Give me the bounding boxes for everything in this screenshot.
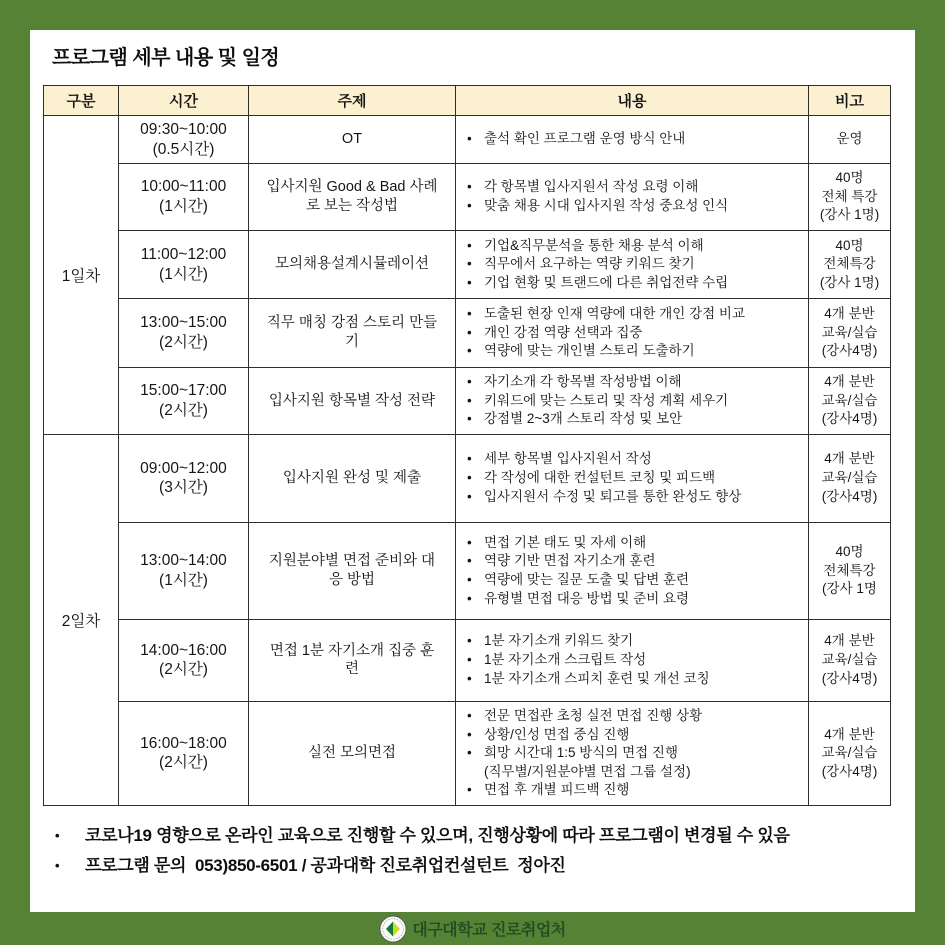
column-header-0: 구분 <box>44 86 119 116</box>
content-line <box>467 726 802 745</box>
bullet-marker: • <box>467 470 472 486</box>
content-text: 도출된 현장 인재 역량에 대한 개인 강점 비교 <box>484 306 745 322</box>
content-line <box>467 469 802 488</box>
bullet-marker: • <box>467 534 472 550</box>
table-row <box>44 231 891 299</box>
footer-logo-text: 대구대학교 진로취업처 <box>412 922 566 939</box>
bullet-marker: • <box>467 451 472 467</box>
note-cell <box>809 434 891 522</box>
content-line <box>467 534 802 553</box>
page-title: 프로그램 세부 내용 및 일정 <box>52 47 280 69</box>
note-line: 운영 <box>836 131 863 147</box>
content-text: 희망 시간대 1:5 방식의 면접 진행 <box>484 745 679 761</box>
content-cell <box>456 522 809 619</box>
table-row <box>44 701 891 805</box>
time-cell <box>119 701 249 805</box>
table-row <box>44 164 891 231</box>
content-line <box>467 305 802 324</box>
note-line: 4개 분반 <box>824 633 875 649</box>
content-line <box>467 373 802 392</box>
bullet-marker: • <box>467 411 472 427</box>
content-text: 키워드에 맞는 스토리 및 작성 계획 세우기 <box>484 392 729 408</box>
table-row <box>44 522 891 619</box>
time-line: 09:00~12:00 <box>140 459 227 477</box>
note-line: (강사4명) <box>821 488 878 504</box>
content-text: 기업&직무분석을 통한 채용 분석 이해 <box>484 237 704 253</box>
topic-cell: 입사지원 완성 및 제출 <box>249 434 456 522</box>
content-line <box>467 255 802 274</box>
column-header-3: 내용 <box>456 86 809 116</box>
bullet-marker: • <box>467 256 472 272</box>
bullet-marker: • <box>467 374 472 389</box>
content-cell <box>456 116 809 164</box>
time-line: 15:00~17:00 <box>140 382 227 400</box>
content-text: 세부 항목별 입사지원서 작성 <box>484 451 652 467</box>
topic-cell: 지원분야별 면접 준비와 대응 방법 <box>249 522 456 619</box>
bullet-marker: • <box>467 707 472 723</box>
program-schedule-table <box>43 85 891 806</box>
time-line: 13:00~15:00 <box>140 314 227 332</box>
time-line: 14:00~16:00 <box>140 641 227 659</box>
content-text: 입사지원서 수정 및 퇴고를 통한 완성도 향상 <box>484 488 742 504</box>
content-line <box>467 552 802 571</box>
content-text: 출석 확인 프로그램 운영 방식 안내 <box>484 131 686 147</box>
content-line <box>467 410 802 429</box>
content-text: 유형별 면접 대응 방법 및 준비 요령 <box>484 590 690 606</box>
footnote-item <box>55 851 895 881</box>
bullet-marker: • <box>467 343 472 359</box>
note-line: (강사4명) <box>821 763 878 779</box>
note-line: 전체특강 <box>823 256 876 272</box>
content-line <box>467 237 802 256</box>
note-line: 40명 <box>835 170 864 186</box>
bullet-marker: • <box>467 179 472 195</box>
note-line: 전체특강 <box>823 562 876 578</box>
content-text: 자기소개 각 항목별 작성방법 이해 <box>484 374 682 389</box>
content-cell <box>456 701 809 805</box>
bullet-marker: • <box>467 237 472 253</box>
time-line: (1시간) <box>159 265 208 283</box>
topic-cell: OT <box>249 116 456 164</box>
content-line <box>467 632 802 651</box>
table-header <box>44 86 891 116</box>
note-cell <box>809 231 891 299</box>
day-label-cell: 1일차 <box>44 116 119 435</box>
topic-cell: 입사지원 Good & Bad 사례로 보는 작성법 <box>249 164 456 231</box>
time-cell <box>119 299 249 368</box>
content-text: 직무에서 요구하는 역량 키워드 찾기 <box>484 256 695 272</box>
note-line: 4개 분반 <box>824 726 875 742</box>
content-text: 전문 면접관 초청 실전 면접 진행 상황 <box>484 707 703 723</box>
content-line <box>467 342 802 361</box>
note-cell <box>809 522 891 619</box>
bullet-marker: • <box>467 324 472 340</box>
footnote-text: 코로나19 영향으로 온라인 교육으로 진행할 수 있으며, 진행상황에 따라 프로그램이 변경될 수 있음 <box>85 826 790 845</box>
bullet-marker: • <box>467 652 472 668</box>
note-line: 교육/실습 <box>821 324 878 340</box>
time-cell <box>119 619 249 701</box>
footnote-list <box>55 821 895 881</box>
note-cell <box>809 701 891 805</box>
content-line <box>467 781 802 800</box>
content-line <box>467 590 802 609</box>
topic-cell: 면접 1분 자기소개 집중 훈련 <box>249 619 456 701</box>
content-text: 개인 강점 역량 선택과 집중 <box>484 324 643 340</box>
topic-cell: 실전 모의면접 <box>249 701 456 805</box>
note-line: (강사 1명 <box>822 581 877 597</box>
content-line <box>467 450 802 469</box>
footer-band <box>0 912 945 945</box>
time-cell <box>119 231 249 299</box>
note-cell <box>809 299 891 368</box>
table-row <box>44 368 891 435</box>
note-line: (강사 1명) <box>819 207 880 223</box>
content-text: 역량 기반 면접 자기소개 훈련 <box>484 553 656 569</box>
content-text: 맞춤 채용 시대 입사지원 작성 중요성 인식 <box>484 198 729 213</box>
table-row <box>44 299 891 368</box>
bullet-marker: • <box>467 782 472 798</box>
column-header-1: 시간 <box>119 86 249 116</box>
footnote-bullet-marker: • <box>55 858 60 873</box>
note-line: 4개 분반 <box>824 374 875 389</box>
content-cell <box>456 299 809 368</box>
bullet-marker: • <box>467 306 472 322</box>
content-text: 각 항목별 입사지원서 작성 요령 이해 <box>484 179 699 195</box>
time-cell <box>119 522 249 619</box>
content-line <box>467 197 802 216</box>
time-line: (0.5시간) <box>152 140 215 158</box>
topic-cell: 입사지원 항목별 작성 전략 <box>249 368 456 435</box>
content-cell <box>456 434 809 522</box>
university-seal-icon <box>379 915 407 943</box>
time-cell <box>119 368 249 435</box>
column-header-2: 주제 <box>249 86 456 116</box>
time-line: 13:00~14:00 <box>140 552 227 570</box>
time-line: (2시간) <box>159 401 208 419</box>
content-line <box>467 651 802 670</box>
time-line: (1시간) <box>159 198 208 215</box>
time-line: (2시간) <box>159 661 208 679</box>
note-line: (강사 1명) <box>819 274 880 290</box>
content-line <box>467 274 802 293</box>
content-cell <box>456 619 809 701</box>
content-line <box>467 571 802 590</box>
content-line <box>467 488 802 507</box>
content-text: 기업 현황 및 트랜드에 다른 취업전략 수립 <box>484 274 729 290</box>
topic-cell: 모의채용설계시뮬레이션 <box>249 231 456 299</box>
time-line: (3시간) <box>159 479 208 497</box>
content-line <box>467 670 802 689</box>
content-cell <box>456 368 809 435</box>
bullet-marker: • <box>467 571 472 587</box>
content-text: 1분 자기소개 스크립트 작성 <box>484 652 647 668</box>
content-text: 면접 기본 태도 및 자세 이해 <box>484 534 647 550</box>
time-line: (2시간) <box>159 754 208 772</box>
time-cell <box>119 434 249 522</box>
note-line: 40명 <box>835 543 864 559</box>
content-line <box>467 744 802 763</box>
note-line: (강사4명) <box>821 343 878 359</box>
content-text: (직무별/지원분야별 면접 그룹 설정) <box>484 763 691 779</box>
note-line: 4개 분반 <box>824 451 875 467</box>
content-text: 1분 자기소개 키워드 찾기 <box>484 633 634 649</box>
bullet-marker: • <box>467 726 472 742</box>
note-line: 교육/실습 <box>821 392 878 408</box>
content-text: 상황/인성 면접 중심 진행 <box>484 726 630 742</box>
note-line: (강사4명) <box>821 411 878 427</box>
time-cell <box>119 164 249 231</box>
topic-cell: 직무 매칭 강점 스토리 만들기 <box>249 299 456 368</box>
content-text: 면접 후 개별 피드백 진행 <box>484 782 630 798</box>
note-line: 4개 분반 <box>824 306 875 322</box>
bullet-marker: • <box>467 488 472 504</box>
bullet-marker <box>467 763 484 782</box>
content-line <box>467 763 802 782</box>
note-cell <box>809 164 891 231</box>
content-line <box>467 392 802 411</box>
bullet-marker: • <box>467 553 472 569</box>
table-row <box>44 434 891 522</box>
content-text: 역량에 맞는 질문 도출 및 답변 훈련 <box>484 571 690 587</box>
note-line: 전체 특강 <box>821 188 878 204</box>
content-text: 각 작성에 대한 컨설턴트 코칭 및 피드백 <box>484 470 716 486</box>
note-cell <box>809 368 891 435</box>
note-cell <box>809 116 891 164</box>
bullet-marker: • <box>467 131 472 147</box>
document-panel <box>30 30 915 912</box>
bullet-marker: • <box>467 392 472 408</box>
time-line: 10:00~11:00 <box>140 178 227 196</box>
note-line: 교육/실습 <box>821 745 878 761</box>
column-header-4: 비고 <box>809 86 891 116</box>
footnote-text: 프로그램 문의 053)850-6501 / 공과대학 진로취업컨설턴트 정아진 <box>85 856 566 875</box>
note-cell <box>809 619 891 701</box>
content-line <box>467 707 802 726</box>
content-line <box>467 178 802 197</box>
time-line: (2시간) <box>159 334 208 351</box>
content-line <box>467 324 802 343</box>
table-row <box>44 619 891 701</box>
time-line: 09:30~10:00 <box>140 120 227 138</box>
content-text: 1분 자기소개 스피치 훈련 및 개선 코칭 <box>484 670 710 686</box>
note-line: 교육/실습 <box>821 652 878 668</box>
note-line: 교육/실습 <box>821 470 878 486</box>
content-line <box>467 130 802 149</box>
time-line: 11:00~12:00 <box>140 245 227 263</box>
content-cell <box>456 231 809 299</box>
note-line: (강사4명) <box>821 670 878 686</box>
time-line: 16:00~18:00 <box>140 734 227 752</box>
content-text: 역량에 맞는 개인별 스토리 도출하기 <box>484 343 695 359</box>
day-label-cell: 2일차 <box>44 434 119 805</box>
table-row <box>44 116 891 164</box>
bullet-marker: • <box>467 633 472 649</box>
bullet-marker: • <box>467 745 472 761</box>
bullet-marker: • <box>467 590 472 606</box>
time-cell <box>119 116 249 164</box>
footnote-bullet-marker: • <box>55 828 60 843</box>
bullet-marker: • <box>467 274 472 290</box>
table-header-row <box>44 86 891 116</box>
bullet-marker: • <box>467 198 472 213</box>
footnote-item <box>55 821 895 851</box>
content-text: 강점별 2~3개 스토리 작성 및 보안 <box>484 411 683 427</box>
note-line: 40명 <box>835 237 864 253</box>
bullet-marker: • <box>467 670 472 686</box>
time-line: (1시간) <box>159 571 208 589</box>
content-cell <box>456 164 809 231</box>
